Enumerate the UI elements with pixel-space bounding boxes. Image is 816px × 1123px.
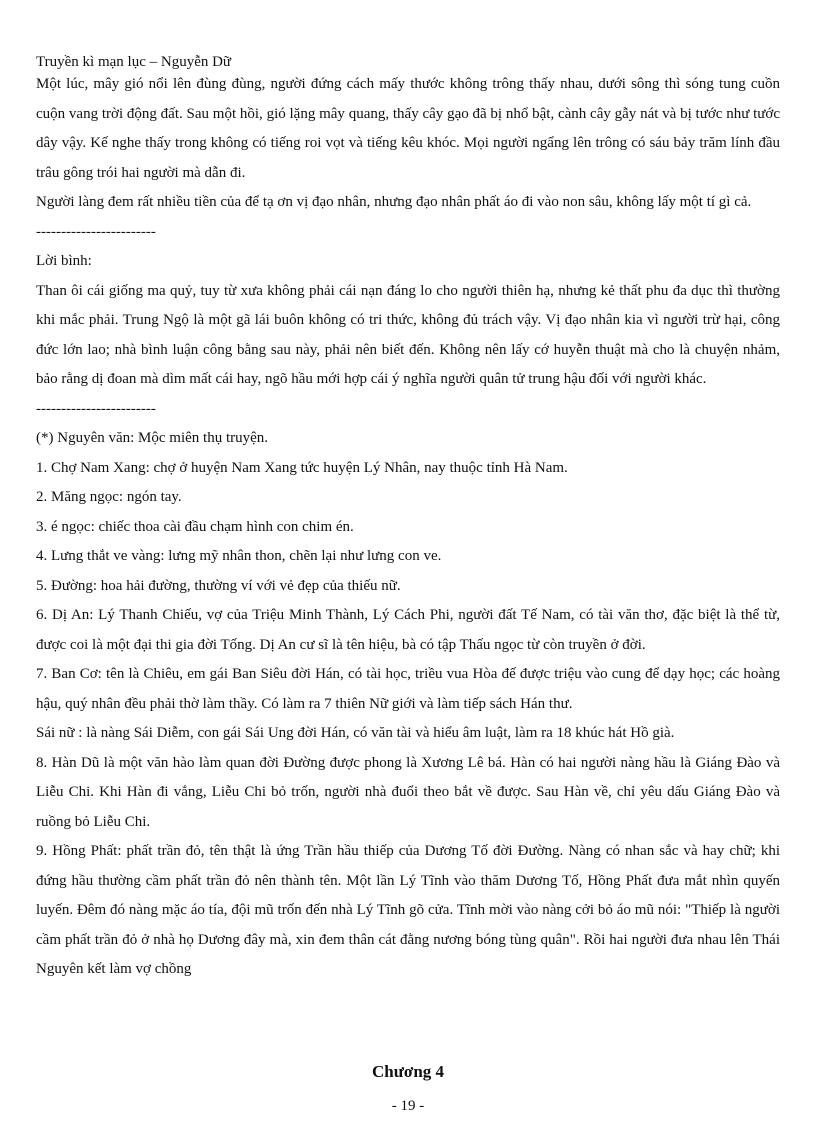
footnote-4: 4. Lưng thắt ve vàng: lưng mỹ nhân thon, chẽn lại như lưng con ve. (36, 548, 442, 564)
page-number: - 19 - (391, 1098, 425, 1114)
footnote-5: 5. Đường: hoa hải đường, thường ví với vẻ đẹp của thiếu nữ. (36, 577, 401, 594)
running-header: Truyền kì mạn lục – Nguyễn Dữ (36, 54, 232, 70)
page-content (36, 54, 780, 985)
footnote-1: 1. Chợ Nam Xang: chợ ở huyện Nam Xang tức huyện Lý Nhân, nay thuộc tỉnh Hà Nam. (36, 459, 568, 476)
story-paragraph-2: Người làng đem rất nhiều tiền của để tạ ơn vị đạo nhân, nhưng đạo nhân phất áo đi vào non sâu, không lấy một tí gì cả. (36, 194, 752, 210)
separator-line: ------------------------ (36, 223, 156, 240)
footnote-9: 9. Hồng Phất: phất trần đỏ, tên thật là ứng Trần hầu thiếp của Dương Tố đời Đường. Nàng có nhan sắc và hay chữ; khi đứng hầu thường cầm phất trần đỏ nên thành tên. Một lần Lý Tĩnh vào thăm Dương Tố, Hồng Phất đưa mắt nhìn quyến luyến. Đêm đó nàng mặc áo tía, đội mũ trốn đến nhà Lý Tĩnh gõ cửa. Tĩnh mời vào nàng cởi bỏ áo mũ nói: "Thiếp là người cầm phất trần đỏ ở nhà họ Dương đây mà, xin đem thân cát đằng nương bóng tùng quân". Rồi hai người đưa nhau lên Thái Nguyên kết làm vợ chồng (36, 843, 780, 977)
footnote-7: 7. Ban Cơ: tên là Chiêu, em gái Ban Siêu đời Hán, có tài học, triều vua Hòa đế được triệu vào cung để dạy học; các hoàng hậu, quý nhân đều phải thờ làm thầy. Có làm ra 7 thiên Nữ giới và làm tiếp sách Hán thư. (36, 666, 780, 712)
footnote-original-title: (*) Nguyên văn: Mộc miên thụ truyện. (36, 430, 269, 446)
footnote-6: 6. Dị An: Lý Thanh Chiếu, vợ của Triệu Minh Thành, Lý Cách Phi, người đất Tế Nam, có tài văn thơ, đặc biệt là thể từ, được coi là một đại thi gia đời Tống. Dị An cư sĩ là tên hiệu, bà có tập Thấu ngọc từ còn truyền ở đời. (36, 607, 780, 653)
chapter-heading: Chương 4 (371, 1062, 445, 1081)
footnote-7-addendum: Sái nữ : là nàng Sái Diễm, con gái Sái Ung đời Hán, có văn tài và hiểu âm luật, làm ra 18 khúc hát Hồ già. (36, 725, 675, 741)
commentary-label: Lời bình: (36, 253, 92, 269)
footnote-2: 2. Măng ngọc: ngón tay. (36, 489, 182, 505)
footnote-3: 3. é ngọc: chiếc thoa cài đầu chạm hình con chim én. (36, 518, 354, 535)
footnote-8: 8. Hàn Dũ là một văn hào làm quan đời Đường được phong là Xương Lê bá. Hàn có hai người nàng hầu là Giáng Đào và Liễu Chi. Khi Hàn đi vắng, Liễu Chi bỏ trốn, người nhà đuổi theo bắt về được. Sau Hàn về, chỉ yêu dấu Giáng Đào và ruồng bỏ Liễu Chi. (36, 754, 780, 830)
story-paragraph-1: Một lúc, mây gió nổi lên đùng đùng, người đứng cách mấy thước không trông thấy nhau, dưới sông thì sóng tung cuồn cuộn vang trời động đất. Sau một hồi, gió lặng mây quang, thấy cây gạo đã bị nhổ bật, cành cây gẫy nát và bị tước như tước dây vậy. Kế nghe thấy trong không có tiếng roi vọt và tiếng kêu khóc. Mọi người ngẩng lên trông có sáu bảy trăm lính đầu trâu gông trói hai người mà dẫn đi. (36, 76, 780, 181)
commentary-paragraph: Than ôi cái giống ma quỷ, tuy từ xưa không phải cái nạn đáng lo cho người thiên hạ, nhưng kẻ thất phu đa dục thì thường khi mắc phải. Trung Ngộ là một gã lái buôn không có tri thức, không đủ trách vậy. Vị đạo nhân kia vì người trừ hại, công đức lớn lao; nhà bình luận công bằng sau này, phải nên biết đến. Không nên lấy cớ huyễn thuật mà cho là chuyện nhảm, bảo rằng dị đoan mà dìm mất cái hay, ngõ hầu mới hợp cái ý nghĩa người quân tử trung hậu đối với người khác. (36, 282, 780, 387)
separator-line: ------------------------ (36, 400, 156, 417)
